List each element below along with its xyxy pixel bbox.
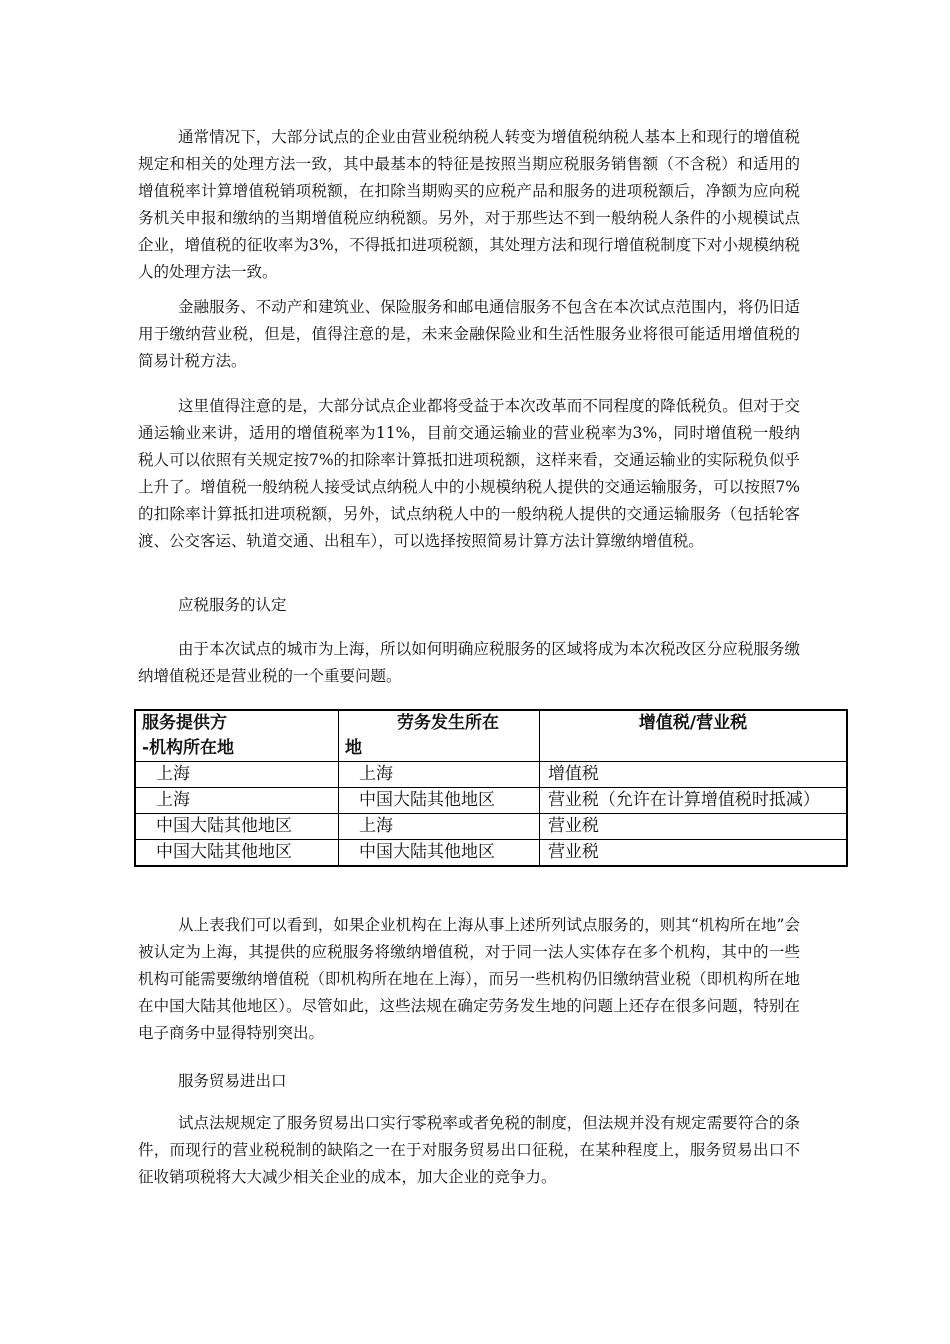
header-provider-line1: 服务提供方 bbox=[142, 713, 227, 733]
header-provider-line2: -机构所在地 bbox=[142, 738, 235, 758]
paragraph-export-zero-rate: 试点法规规定了服务贸易出口实行零税率或者免税的制度，但法规并没有规定需要符合的条件，而现行的营业税税制的缺陷之一在于对服务贸易出口征税，在某种程度上，服务贸易出口不征收销项税将大大减少相关企业的成本，加大企业的竞争力。 bbox=[138, 1114, 800, 1186]
paragraph-general-treatment: 通常情况下，大部分试点的企业由营业税纳税人转变为增值税纳税人基本上和现行的增值税规定和相关的处理方法一致，其中最基本的特征是按照当期应税服务销售额（不含税）和适用的增值税率计算增值税销项税额，在扣除当期购买的应税产品和服务的进项税额后，净额为应向税务机关申报和缴纳的当期增值税应纳税额。另外，对于那些达不到一般纳税人条件的小规模试点企业，增值税的征收率为3%，不得抵扣进项税额，其处理方法和现行增值税制度下对小规模纳税人的处理方法一致。 bbox=[138, 128, 800, 281]
cell-tax: 营业税 bbox=[539, 840, 847, 867]
paragraph-excluded-services: 金融服务、不动产和建筑业、保险服务和邮电通信服务不包含在本次试点范围内，将仍旧适用于缴纳营业税，但是，值得注意的是，未来金融保险业和生活性服务业将很可能适用增值税的简易计税方法。 bbox=[138, 298, 800, 370]
table-row bbox=[135, 814, 847, 840]
cell-provider: 上海 bbox=[135, 788, 339, 814]
cell-provider: 中国大陆其他地区 bbox=[135, 814, 339, 840]
cell-service-place: 上海 bbox=[339, 762, 540, 788]
cell-service-place: 中国大陆其他地区 bbox=[339, 840, 540, 867]
section-heading-taxable-services: 应税服务的认定 bbox=[178, 596, 287, 614]
header-provider-location bbox=[135, 710, 339, 762]
cell-tax: 增值税 bbox=[539, 762, 847, 788]
table-header-row bbox=[135, 710, 847, 762]
header-tax-type: 增值税/营业税 bbox=[539, 710, 847, 762]
paragraph-table-analysis: 从上表我们可以看到，如果企业机构在上海从事上述所列试点服务的，则其“机构所在地”会被认定为上海，其提供的应税服务将缴纳增值税，对于同一法人实体存在多个机构，其中的一些机构可能需要缴纳增值税（即机构所在地在上海），而另一些机构仍旧缴纳营业税（即机构所在地在中国大陆其他地区）。尽管如此，这些法规在确定劳务发生地的问题上还存在很多问题，特别在电子商务中显得特别突出。 bbox=[138, 916, 800, 1042]
paragraph-shanghai-region: 由于本次试点的城市为上海，所以如何明确应税服务的区域将成为本次税改区分应税服务缴纳增值税还是营业税的一个重要问题。 bbox=[138, 640, 800, 685]
header-service-place bbox=[339, 710, 540, 762]
tax-determination-table bbox=[134, 709, 848, 867]
table-row bbox=[135, 840, 847, 867]
cell-provider: 中国大陆其他地区 bbox=[135, 840, 339, 867]
table-row bbox=[135, 762, 847, 788]
cell-service-place: 上海 bbox=[339, 814, 540, 840]
table-row bbox=[135, 788, 847, 814]
header-service-line1: 劳务发生所在 bbox=[397, 713, 499, 733]
cell-tax: 营业税 bbox=[539, 814, 847, 840]
cell-tax: 营业税（允许在计算增值税时抵减） bbox=[539, 788, 847, 814]
cell-provider: 上海 bbox=[135, 762, 339, 788]
header-service-line2: 地 bbox=[345, 738, 362, 758]
cell-service-place: 中国大陆其他地区 bbox=[339, 788, 540, 814]
section-heading-service-trade: 服务贸易进出口 bbox=[178, 1072, 287, 1090]
paragraph-tax-burden: 这里值得注意的是，大部分试点企业都将受益于本次改革而不同程度的降低税负。但对于交通运输业来讲，适用的增值税率为11%，目前交通运输业的营业税率为3%，同时增值税一般纳税人可以依照有关规定按7%的扣除率计算抵扣进项税额，这样来看，交通运输业的实际税负似乎上升了。增值税一般纳税人接受试点纳税人中的小规模纳税人提供的交通运输服务，可以按照7%的扣除率计算抵扣进项税额，另外，试点纳税人中的一般纳税人提供的交通运输服务（包括轮客渡、公交客运、轨道交通、出租车），可以选择按照简易计算方法计算缴纳增值税。 bbox=[138, 397, 800, 550]
